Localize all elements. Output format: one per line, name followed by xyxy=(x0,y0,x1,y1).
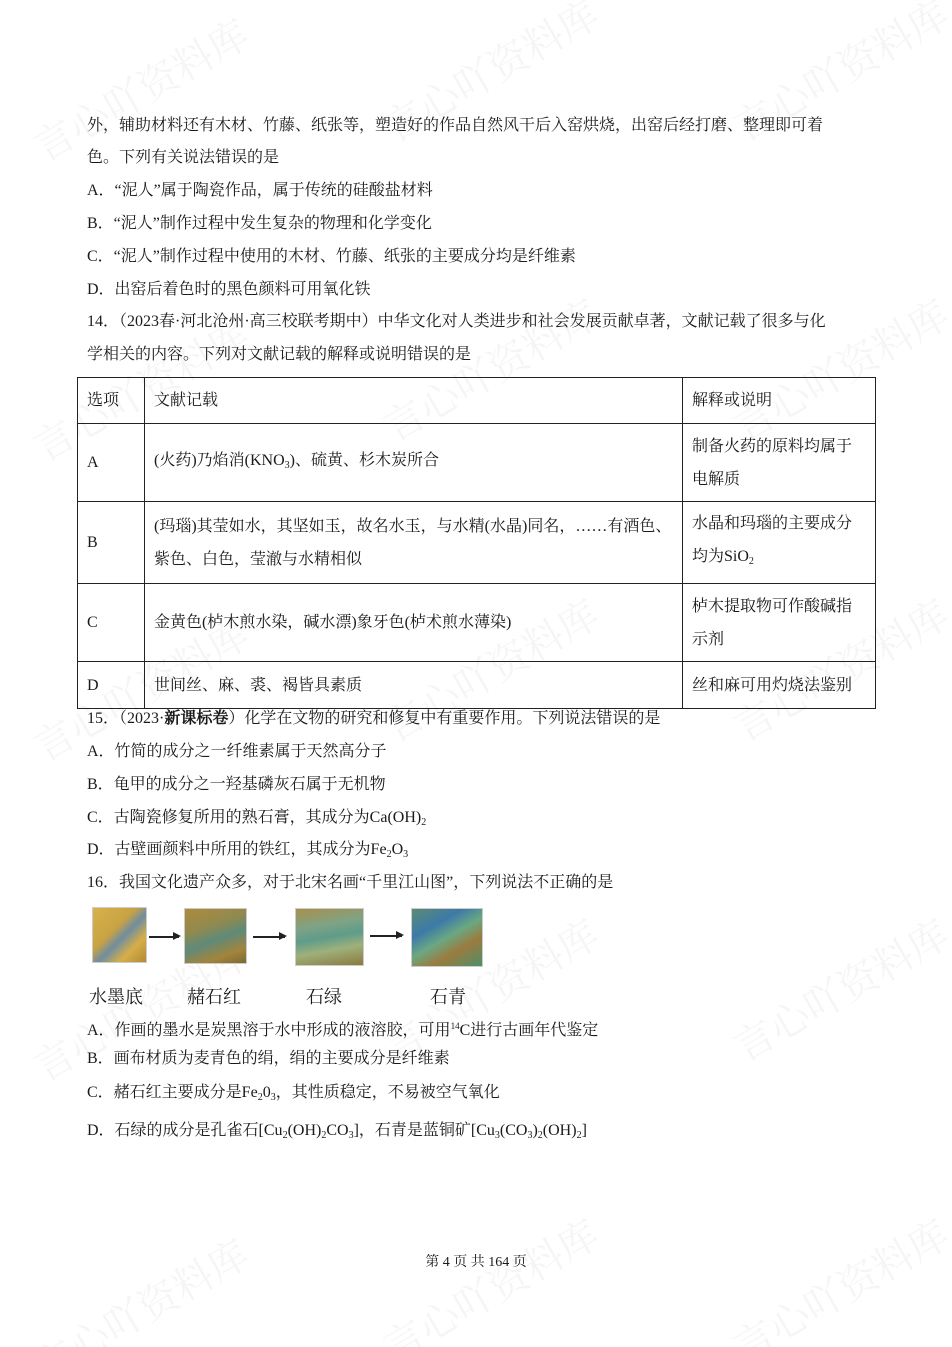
row-explain xyxy=(683,584,876,662)
row-record xyxy=(145,502,683,584)
q16-option-b: B．画布材质为麦青色的绢，绢的主要成分是纤维素 xyxy=(87,1050,450,1067)
q15-stem-text: ）化学在文物的研究和修复中有重要作用。下列说法错误的是 xyxy=(228,710,661,727)
subscript: 2 xyxy=(321,1130,327,1141)
option-text: C．赭石红主要成分是Fe xyxy=(87,1084,258,1101)
row-record: 世间丝、麻、裘、褐皆具素质 xyxy=(145,662,683,709)
option-text: D．石绿的成分是孔雀石[Cu xyxy=(87,1122,283,1139)
painting-azurite-image xyxy=(411,908,483,967)
row-record: 金黄色(栌木煎水染，碱水漂)象牙色(栌术煎水薄染) xyxy=(145,584,683,662)
q13-option-a: A．“泥人”属于陶瓷作品，属于传统的硅酸盐材料 xyxy=(87,182,433,199)
row-record xyxy=(145,424,683,502)
option-text: (OH) xyxy=(542,1122,577,1139)
subscript: 3 xyxy=(284,459,290,471)
option-text: ] xyxy=(581,1122,587,1139)
option-text: ) xyxy=(532,1122,538,1139)
row-option: B xyxy=(78,502,145,584)
subscript: 2 xyxy=(576,1130,582,1141)
header-option: 选项 xyxy=(78,378,145,424)
caption-azurite: 石青 xyxy=(430,987,466,1007)
option-text: C进行古画年代鉴定 xyxy=(459,1022,599,1039)
option-text: ，其性质稳定，不易被空气氧化 xyxy=(275,1084,500,1101)
q16-option-a xyxy=(87,1016,598,1041)
explain-text: 均为SiO xyxy=(692,548,749,565)
watermark xyxy=(22,1224,258,1347)
table-header-row xyxy=(78,378,876,424)
q15-option-b: B．龟甲的成分之一羟基磷灰石属于无机物 xyxy=(87,776,386,793)
explain-text: 栌木提取物可作酸碱指 xyxy=(692,597,853,615)
subscript: 2 xyxy=(537,1130,543,1141)
superscript: 14 xyxy=(450,1021,460,1031)
page-footer: 第 4 页 共 164 页 xyxy=(425,1255,527,1270)
painting-malachite-image xyxy=(295,908,364,966)
watermark xyxy=(372,904,608,1073)
painting-ink-base-image xyxy=(92,907,147,963)
option-text: CO xyxy=(326,1122,349,1139)
option-text: ]，石青是蓝铜矿[Cu xyxy=(353,1122,495,1139)
row-explain xyxy=(683,424,876,502)
caption-malachite: 石绿 xyxy=(306,987,342,1007)
subscript: 2 xyxy=(421,817,427,828)
q16-option-d xyxy=(87,1121,587,1146)
subscript: 2 xyxy=(282,1130,288,1141)
q15-option-c xyxy=(87,808,426,833)
watermark xyxy=(722,1204,952,1347)
explain-text: 水晶和玛瑙的主要成分 xyxy=(692,515,853,532)
arrow-icon xyxy=(253,936,285,938)
option-text: (CO xyxy=(499,1122,528,1139)
q14-stem-line1: 14．（2023春·河北沧州·高三校联考期中）中华文化对人类进步和社会发展贡献卓著，文献记载了很多与化 xyxy=(87,313,826,330)
record-text: (火药)乃焰消(KNO xyxy=(154,451,285,469)
subscript: 3 xyxy=(403,849,409,860)
subscript: 3 xyxy=(494,1130,500,1141)
q14-stem-line2: 学相关的内容。下列对文献记载的解释或说明错误的是 xyxy=(87,346,472,363)
arrow-icon xyxy=(149,936,179,938)
q13-stem-continuation: 外，辅助材料还有木材、竹藤、纸张等，塑造好的作品自然风干后入窑烘烧，出窑后经打磨、整理即可着 xyxy=(87,117,824,134)
painting-ochre-image xyxy=(184,908,247,964)
row-explain: 丝和麻可用灼烧法鉴别 xyxy=(683,662,876,709)
caption-ink-base: 水墨底 xyxy=(89,987,143,1007)
row-option: C xyxy=(78,584,145,662)
row-option: D xyxy=(78,662,145,709)
q16-option-c xyxy=(87,1083,500,1108)
option-text: (OH) xyxy=(287,1122,322,1139)
subscript: 3 xyxy=(348,1130,354,1141)
table-row xyxy=(78,584,876,662)
table-row xyxy=(78,502,876,584)
q13-option-b: B．“泥人”制作过程中发生复杂的物理和化学变化 xyxy=(87,215,432,232)
header-record: 文献记载 xyxy=(145,378,683,424)
option-text: D．古壁画颜料中所用的铁红，其成分为Fe xyxy=(87,841,387,858)
subscript: 3 xyxy=(527,1130,533,1141)
q16-stem: 16．我国文化遗产众多，对于北宋名画“千里江山图”，下列说法不正确的是 xyxy=(87,874,614,891)
q14-table xyxy=(77,377,876,709)
q13-stem-end: 色。下列有关说法错误的是 xyxy=(87,149,280,166)
option-text: C．古陶瓷修复所用的熟石膏，其成分为Ca(OH) xyxy=(87,809,422,826)
explain-text: 示剂 xyxy=(692,630,725,648)
record-text: )、硫黄、杉木炭所合 xyxy=(289,451,439,469)
q15-option-a: A．竹简的成分之一纤维素属于天然高分子 xyxy=(87,743,387,760)
caption-ochre: 赭石红 xyxy=(187,987,241,1007)
watermark xyxy=(722,904,952,1073)
table-row xyxy=(78,424,876,502)
record-text: (玛瑙)其莹如水，其坚如玉，故名水玉，与水精(水晶)同名，……有酒色、 xyxy=(154,517,672,535)
arrow-icon xyxy=(370,935,402,937)
q13-option-c: C．“泥人”制作过程中使用的木材、竹藤、纸张的主要成分均是纤维素 xyxy=(87,248,576,265)
q15-option-d xyxy=(87,840,408,865)
row-explain xyxy=(683,502,876,584)
row-option: A xyxy=(78,424,145,502)
watermark xyxy=(372,1204,608,1347)
q15-number: 15．（2023· xyxy=(87,710,165,727)
q15-stem xyxy=(87,709,660,729)
subscript: 2 xyxy=(748,556,754,567)
option-text: A．作画的墨水是炭黑溶于水中形成的液溶胶，可用 xyxy=(87,1022,451,1039)
q13-option-d: D．出窑后着色时的黑色颜料可用氧化铁 xyxy=(87,281,371,298)
explain-text: 制备火药的原料均属于 xyxy=(692,437,853,455)
option-text: O xyxy=(391,841,404,858)
subscript: 2 xyxy=(386,849,392,860)
option-text: 0 xyxy=(262,1084,271,1101)
subscript: 3 xyxy=(270,1092,276,1103)
explain-text: 电解质 xyxy=(692,470,741,488)
record-text: 紫色、白色，莹澈与水精相似 xyxy=(154,550,363,568)
q15-source: 新课标卷 xyxy=(164,710,229,727)
header-explain: 解释或说明 xyxy=(683,378,876,424)
table-row xyxy=(78,662,876,709)
subscript: 2 xyxy=(257,1092,263,1103)
